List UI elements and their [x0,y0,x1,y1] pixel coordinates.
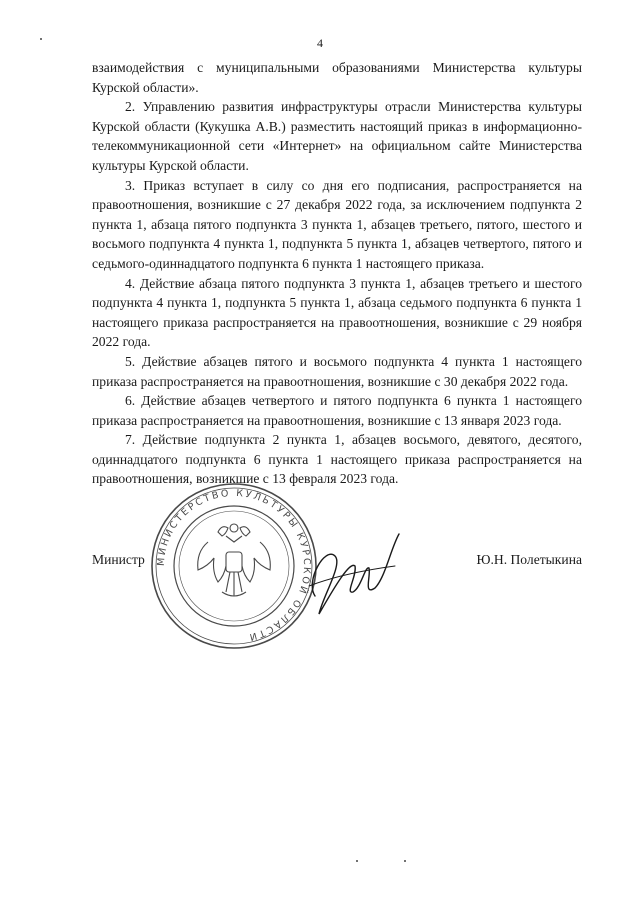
paragraph-2: 2. Управлению развития инфраструктуры отрасли Министерства культуры Курской области (Кукушка А.В.) разместить настоящий приказ в информационно-телекоммуникационной сети «Интернет» на официальном сайте Министерства культуры Курской области. [92,99,582,173]
seal-text: МИНИСТЕРСТВО КУЛЬТУРЫ КУРСКОЙ ОБЛАСТИ [155,487,313,643]
paragraph-5: 5. Действие абзацев пятого и восьмого подпункта 4 пункта 1 настоящего приказа распространяется на правоотношения, возникшие с 30 декабря 2022 года. [92,353,582,389]
handwritten-signature [295,526,405,621]
paragraph-7: 7. Действие подпункта 2 пункта 1, абзацев восьмого, девятого, десятого, одиннадцатого подпункта 6 пункта 1 настоящего приказа распространяется на правоотношения, возникшие с 13 февраля 2023 года. [92,432,582,487]
document-body [92,58,582,489]
scan-speck [356,860,358,862]
signatory-title: Министр [92,552,145,567]
signature-block [92,552,582,572]
scan-speck [40,38,42,40]
scan-speck [404,860,406,862]
signatory-name: Ю.Н. Полетыкина [476,552,582,567]
paragraph-3: 3. Приказ вступает в силу со дня его подписания, распространяется на правоотношения, возникшие с 27 декабря 2022 года, за исключением подпункта 2 пункта 1, абзаца пятого подпункта 3 пункта 1, абзацев третьего, пятого, шестого и восьмого подпункта 4 пункта 1, подпункта 5 пункта 1, абзацев четвертого, пятого и седьмого-одиннадцатого подпункта 6 пункта 1 настоящего приказа. [92,177,582,271]
paragraph-4: 4. Действие абзаца пятого подпункта 3 пункта 1, абзацев третьего и шестого подпункта 4 пункта 1, подпункта 5 пункта 1, абзаца седьмого подпункта 6 пункта 1 настоящего приказа распространяется на правоотношения, возникшие с 29 ноября 2022 года. [92,275,582,350]
page-number: 4 [317,36,323,50]
paragraph-continuation: взаимодействия с муниципальными образованиями Министерства культуры Курской области». [92,60,582,95]
paragraph-6: 6. Действие абзацев четвертого и пятого подпункта 6 пункта 1 настоящего приказа распространяется на правоотношения, возникшие с 13 января 2023 года. [92,393,582,428]
